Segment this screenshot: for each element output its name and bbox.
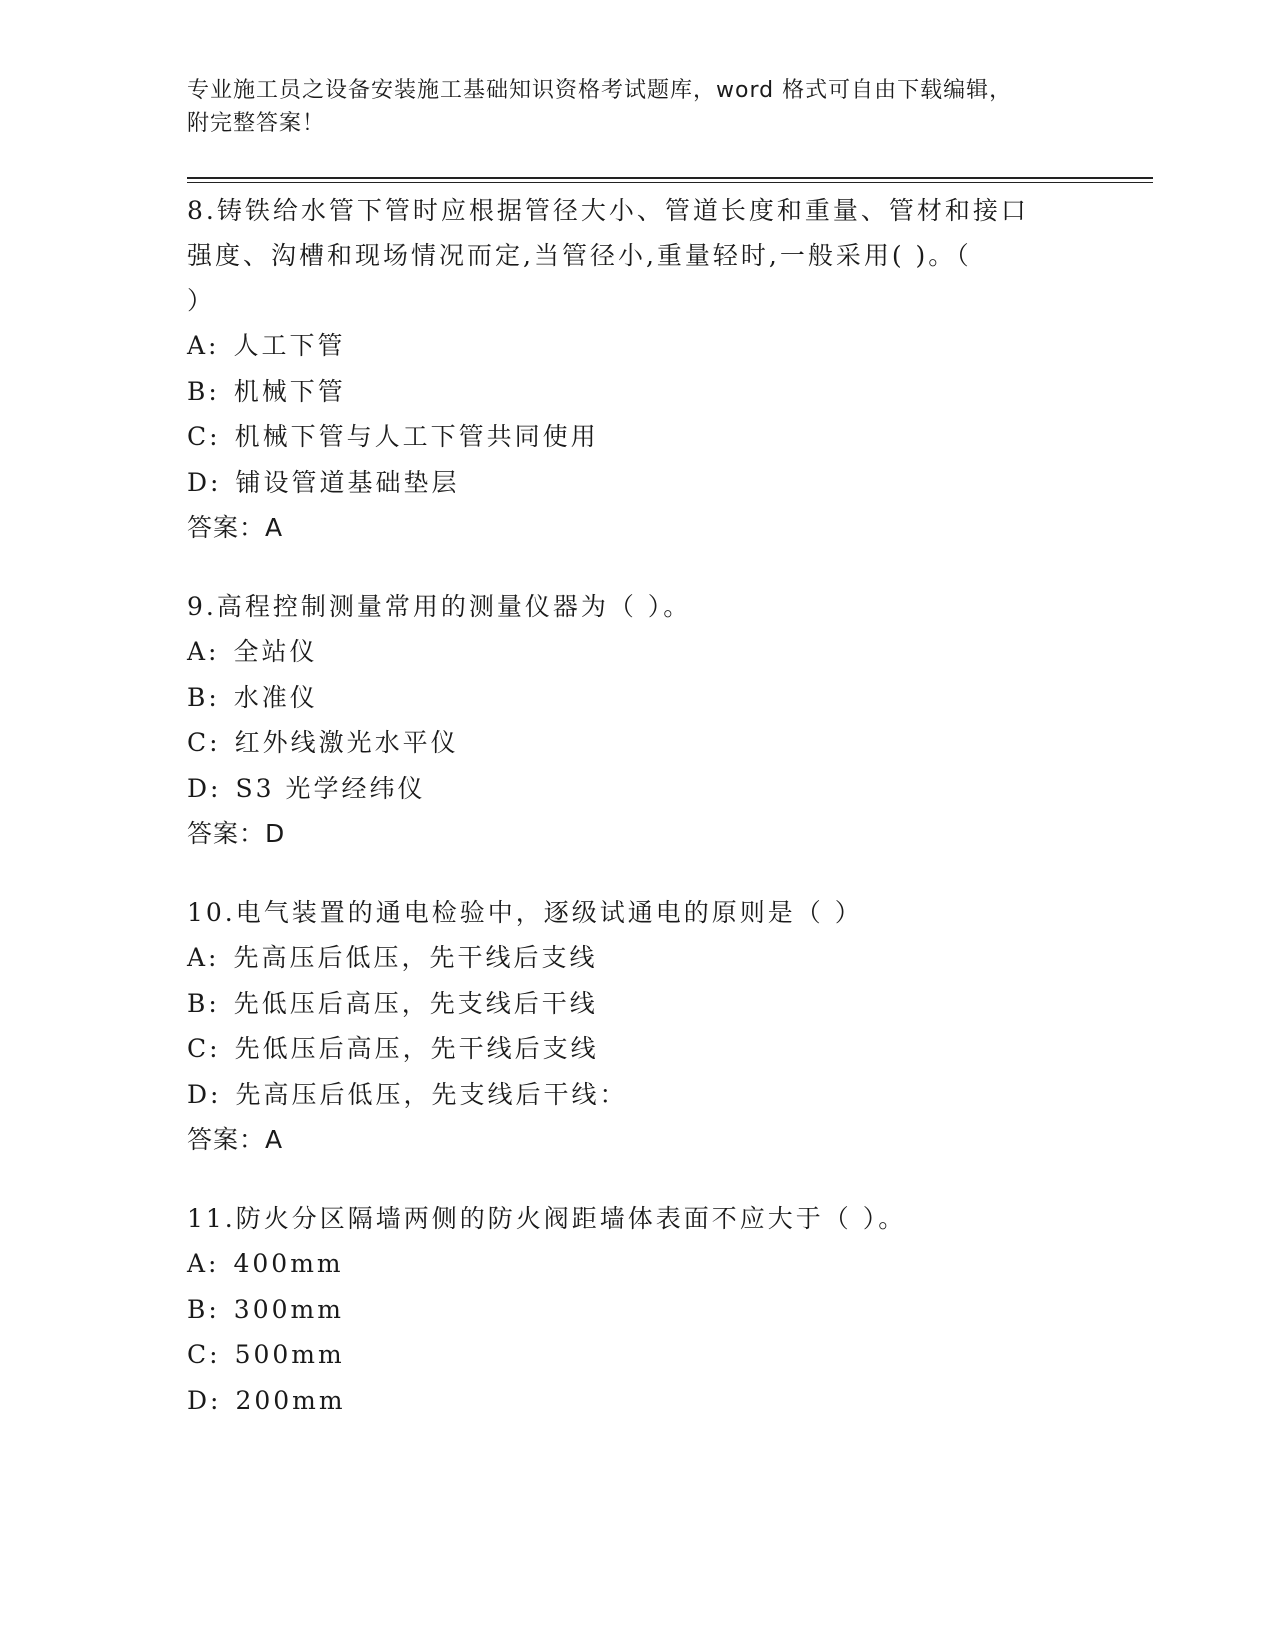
- option-text: 机械下管与人工下管共同使用: [234, 422, 599, 451]
- answer-option: [187, 935, 1087, 981]
- option-letter: A:: [187, 1249, 220, 1278]
- option-letter: B:: [187, 682, 220, 712]
- option-text: 200mm: [235, 1385, 346, 1415]
- question-stem-line: ）: [187, 286, 216, 315]
- answer-option: [187, 675, 1087, 721]
- question-list: [187, 188, 1087, 1456]
- answer-option: [187, 1072, 1087, 1118]
- question-stem-line: 强度、沟槽和现场情况而定,当管径小,重量轻时,一般采用( )。（: [187, 241, 972, 270]
- header-divider-thick: [187, 177, 1153, 179]
- option-text: 先高压后低压，先干线后支线: [233, 943, 598, 972]
- option-text: 机械下管: [233, 376, 346, 406]
- header-line-1: 专业施工员之设备安装施工基础知识资格考试题库，word 格式可自由下载编辑，: [187, 78, 1013, 103]
- answer-key: 答案：A: [187, 1125, 284, 1154]
- question-stem-line: 8.铸铁给水管下管时应根据管径大小、管道长度和重量、管材和接口: [187, 196, 1029, 225]
- option-text: 300mm: [233, 1294, 344, 1324]
- option-text: S3 光学经纬仪: [235, 773, 426, 803]
- option-text: 先低压后高压，先干线后支线: [234, 1034, 599, 1063]
- answer-option: [187, 981, 1087, 1027]
- option-letter: D:: [187, 467, 222, 497]
- answer-option: [187, 369, 1087, 415]
- document-header: [187, 74, 1087, 140]
- answer-option: [187, 629, 1087, 675]
- header-line-2: 附完整答案！: [187, 111, 326, 136]
- option-text: 400mm: [233, 1249, 344, 1278]
- answer-option: [187, 1332, 1087, 1378]
- answer-option: [187, 766, 1087, 812]
- option-letter: B:: [187, 988, 220, 1018]
- option-letter: D:: [187, 773, 222, 803]
- question-block: [187, 188, 1087, 551]
- option-letter: D:: [187, 1079, 222, 1109]
- option-letter: B:: [187, 1294, 220, 1324]
- answer-option: [187, 460, 1087, 506]
- option-text: 先高压后低压，先支线后干线：: [235, 1079, 628, 1109]
- answer-option: [187, 414, 1087, 460]
- question-stem-line: 9.高程控制测量常用的测量仪器为（ ）。: [187, 592, 692, 621]
- option-letter: B:: [187, 376, 220, 406]
- answer-option: [187, 720, 1087, 766]
- option-text: 先低压后高压，先支线后干线: [233, 988, 598, 1018]
- answer-option: [187, 323, 1087, 369]
- option-letter: A:: [187, 331, 220, 360]
- option-text: 红外线激光水平仪: [234, 728, 459, 757]
- option-text: 500mm: [234, 1340, 345, 1369]
- answer-option: [187, 1287, 1087, 1333]
- option-letter: D:: [187, 1385, 222, 1415]
- question-block: [187, 584, 1087, 857]
- question-block: [187, 1196, 1087, 1423]
- question-stem-line: 11.防火分区隔墙两侧的防火阀距墙体表面不应大于（ ）。: [187, 1204, 907, 1233]
- answer-key: 答案：D: [187, 819, 286, 848]
- answer-option: [187, 1026, 1087, 1072]
- option-text: 全站仪: [233, 637, 318, 666]
- option-text: 铺设管道基础垫层: [235, 467, 460, 497]
- answer-option: [187, 1378, 1087, 1424]
- answer-option: [187, 1241, 1087, 1287]
- option-letter: C:: [187, 1034, 221, 1063]
- option-text: 人工下管: [233, 331, 346, 360]
- question-block: [187, 890, 1087, 1163]
- option-text: 水准仪: [233, 682, 318, 712]
- option-letter: C:: [187, 1340, 221, 1369]
- header-divider-thin: [187, 182, 1153, 183]
- option-letter: A:: [187, 637, 220, 666]
- answer-key: 答案：A: [187, 513, 284, 542]
- option-letter: A:: [187, 943, 220, 972]
- option-letter: C:: [187, 728, 221, 757]
- option-letter: C:: [187, 422, 221, 451]
- question-stem-line: 10.电气装置的通电检验中，逐级试通电的原则是（ ）: [187, 898, 863, 927]
